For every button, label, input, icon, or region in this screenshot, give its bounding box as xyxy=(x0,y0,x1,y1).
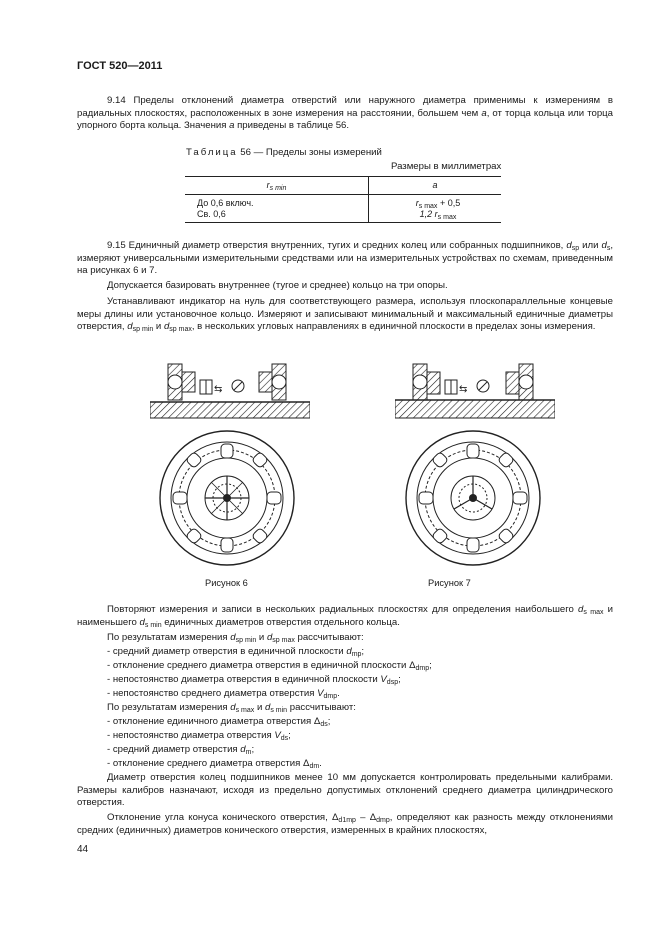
i3-end: ; xyxy=(398,674,401,685)
paragraph-gauges: Диаметр отверстия колец подшипников менее 10 мм допускается контролировать предельными калибрами. Размеры калибров назначают, исходя из предельно допустимых отклонений среднего диаметра цилиндрического отверстия. xyxy=(77,772,613,809)
list-item xyxy=(77,716,613,729)
i4-v: V xyxy=(317,688,324,699)
row1-col2 xyxy=(381,198,495,209)
p1-d2: d xyxy=(139,616,145,628)
p914-text-b: , от торца кольца или торца упорного борта кольца. Значения xyxy=(77,107,613,132)
table-row xyxy=(185,195,501,223)
p915-sub-sp: sp xyxy=(571,245,580,252)
j2-a: - непостоянство диаметра отверстия xyxy=(107,730,275,741)
row1-col1: До 0,6 включ. xyxy=(197,198,254,208)
section-view-6 xyxy=(150,364,310,418)
i1-end: ; xyxy=(361,646,365,657)
p2-d2: d xyxy=(266,632,273,643)
j4-sub: dm xyxy=(309,763,320,770)
row1-col2-tail: + 0,5 xyxy=(437,198,461,208)
list-item xyxy=(77,660,613,673)
p915-sub-spmax: sp max xyxy=(169,326,192,334)
paragraph-9-14 xyxy=(77,95,613,133)
p1-sub1: s max xyxy=(583,609,604,616)
i3-sub: dsp xyxy=(386,679,399,686)
p915-l1-b: , измеряют универсальными измерительными средствами или на измерительных устройствах по схемам, приведенным на рисунках 6 и 7. xyxy=(77,240,613,277)
j1-sub: ds xyxy=(320,721,328,728)
figure-6-caption: Рисунок 6 xyxy=(205,578,248,588)
p5-sub1: d1mp xyxy=(338,817,356,824)
head-r-sub: s min xyxy=(269,185,287,193)
p2-a: По результатам измерения xyxy=(107,632,231,643)
p3-a: По результатам измерения xyxy=(107,702,231,713)
p3-d1: d xyxy=(230,702,236,713)
paragraph-repeat-measure xyxy=(77,604,613,629)
p5-minus: – Δ xyxy=(355,812,377,823)
j3-d: d xyxy=(240,744,246,755)
i4-a: - непостоянство среднего диаметра отверстия xyxy=(107,688,318,699)
paragraph-9-15-base: Допускается базировать внутреннее (тугое и среднее) кольцо на три опоры. xyxy=(107,280,448,291)
table-head-a: a xyxy=(369,177,502,195)
row2-col2 xyxy=(381,209,495,220)
p914-text-a: 9.14 Пределы отклонений диаметра отверстий или наружного диаметра применимы к измерениям в радиальных плоскостях, расположенных в зоне измерения на расстоянии, большем чем xyxy=(77,95,613,119)
i3-a: - непостоянство диаметра отверстия в единичной плоскости xyxy=(107,674,381,685)
head-r: r xyxy=(266,180,270,191)
table-cell-values xyxy=(369,195,502,223)
i4-end: . xyxy=(337,688,340,699)
paragraph-9-15 xyxy=(77,240,613,278)
row2-col2-sub: s max xyxy=(437,214,457,221)
table-56 xyxy=(185,176,501,223)
figure-7-caption: Рисунок 7 xyxy=(428,578,471,588)
j1-a: - отклонение единичного диаметра отверстия Δ xyxy=(107,716,321,727)
i3-v: V xyxy=(380,674,387,685)
p1-c: единичных диаметров отверстия отдельного кольца. xyxy=(161,616,400,628)
p915-d2: d xyxy=(601,240,607,251)
row1-col2-r: r xyxy=(415,198,419,208)
p915-d1: d xyxy=(566,240,572,251)
p1-sub2: s min xyxy=(144,621,162,629)
p915-l1-a: 9.15 Единичный диаметр отверстия внутренних, тугих и средних колец или собранных подшипников, xyxy=(107,240,567,251)
svg-text:⇆: ⇆ xyxy=(459,384,468,395)
j2-end: ; xyxy=(288,730,291,741)
j3-sub: m xyxy=(245,749,252,756)
p915-l3-a: Устанавливают индикатор на нуль для соответствующего размера, используя плоскопараллельные концевые меры длины или установочное кольцо. Измеряют и записывают минимальный и максимальный единичные диаметры отверстия, xyxy=(77,296,613,333)
list-item xyxy=(77,758,613,771)
p1-d1: d xyxy=(578,604,584,615)
j3-end: ; xyxy=(251,744,255,755)
list-item xyxy=(77,646,613,659)
j3-a: - средний диаметр отверстия xyxy=(107,744,241,755)
list-item xyxy=(77,688,613,701)
i2-end: ; xyxy=(429,660,432,671)
list-item xyxy=(77,674,613,687)
p915-and: и xyxy=(153,321,164,333)
page-number: 44 xyxy=(77,844,89,855)
table-head-r-smin xyxy=(185,177,369,195)
p915-l3-b: , в нескольких угловых направлениях в единичной плоскости в пределах зоны измерения. xyxy=(191,321,596,333)
p914-var-a2: а xyxy=(229,120,235,132)
p5-b: , определяют как разность между отклонениями средних (единичных) диаметров конического отверстия, измеренных в крайних плоскостях, xyxy=(77,812,613,836)
paragraph-9-15-measure xyxy=(77,296,613,334)
j4-a: - отклонение среднего диаметра отверстия Δ xyxy=(107,758,310,769)
i4-sub: dmp xyxy=(323,693,338,700)
table-56-units: Размеры в миллиметрах xyxy=(391,161,502,172)
paragraph-calc-2 xyxy=(77,702,613,715)
figure-7-drawing xyxy=(395,358,555,574)
i1-a: - средний диаметр отверстия в единичной плоскости xyxy=(107,646,347,657)
row2-col1: Св. 0,6 xyxy=(197,209,226,219)
p1-a: Повторяют измерения и записи в нескольких радиальных плоскостях для определения наибольшего xyxy=(107,604,579,615)
p915-sub-spmin: sp min xyxy=(132,326,154,334)
j2-v: V xyxy=(274,730,281,741)
p914-var-a: а xyxy=(481,107,487,119)
table-cell-ranges xyxy=(185,195,369,223)
p5-sub2: dmp xyxy=(376,817,390,824)
document-code-header: ГОСТ 520—2011 xyxy=(77,60,163,72)
p915-d3: d xyxy=(127,321,133,333)
p915-or: или xyxy=(579,240,602,251)
p1-b: и наименьшего xyxy=(77,604,613,628)
j2-sub: ds xyxy=(280,735,289,742)
i1-sub: mp xyxy=(351,651,362,658)
paragraph-calc-1 xyxy=(77,632,613,645)
p914-text-c: приведены в таблице 56. xyxy=(234,120,350,132)
list-item xyxy=(77,744,613,757)
i2-a: - отклонение среднего диаметра отверстия в единичной плоскости Δ xyxy=(107,660,416,671)
j4-end: . xyxy=(319,758,322,769)
i1-d: d xyxy=(346,646,352,657)
list-item xyxy=(77,730,613,743)
p3-sub1: s max xyxy=(235,707,255,714)
section-view-7 xyxy=(395,364,555,418)
p2-sub2: sp max xyxy=(272,637,295,644)
p3-b: рассчитывают: xyxy=(287,702,356,713)
p2-b: рассчитывают: xyxy=(294,632,364,643)
p3-d2: d xyxy=(264,702,271,713)
p915-sub-s: s xyxy=(606,245,611,252)
p3-sub2: s min xyxy=(270,707,288,714)
svg-text:⇆: ⇆ xyxy=(214,384,223,395)
p2-sub1: sp min xyxy=(235,637,257,644)
paragraph-taper xyxy=(77,812,613,837)
i2-sub: dmp xyxy=(415,665,430,672)
plan-view-6 xyxy=(160,431,294,565)
plan-view-7 xyxy=(406,431,540,565)
p5-a: Отклонение угла конуса конического отверстия, Δ xyxy=(107,812,339,823)
p3-and: и xyxy=(254,702,265,713)
row1-col2-sub: s max xyxy=(418,203,438,210)
row2-col2-r: 1,2 r xyxy=(419,209,438,219)
figure-6-drawing xyxy=(150,358,310,574)
table-caption-rest: 56 — Пределы зоны измерений xyxy=(237,147,382,158)
j1-end: ; xyxy=(327,716,331,727)
p915-d4: d xyxy=(163,321,170,333)
table-header-row xyxy=(185,177,501,195)
p2-d1: d xyxy=(230,632,236,643)
table-caption-word: Таблица xyxy=(186,147,238,158)
table-56-caption xyxy=(186,147,382,160)
p2-and: и xyxy=(256,632,267,643)
